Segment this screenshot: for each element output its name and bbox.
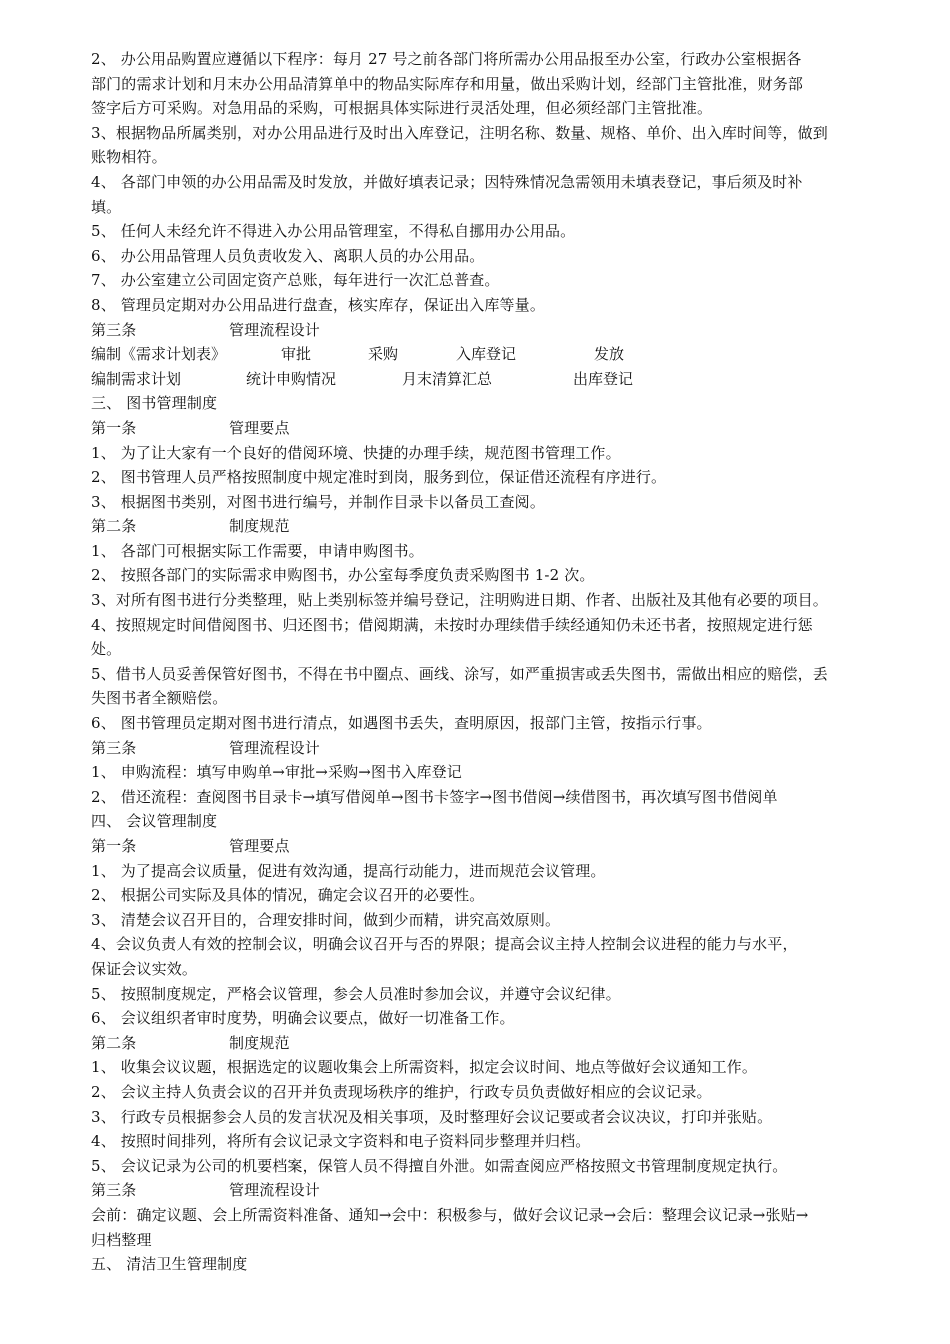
flow-step: 编制《需求计划表》: [91, 345, 227, 364]
section-heading: 五、 清洁卫生管理制度: [91, 1255, 248, 1274]
flow-step: 入库登记: [456, 345, 517, 364]
article-title: 管理流程设计: [229, 320, 320, 339]
article-number: 第三条: [91, 320, 137, 339]
article-title: 管理流程设计: [229, 738, 320, 757]
process-line: 2、 借还流程：查阅图书目录卡→填写借阅单→图书卡签字→图书借阅→续借图书，再次填写图书借阅单: [91, 787, 778, 806]
paragraph-line: 8、 管理员定期对办公用品进行盘查，核实库存，保证出入库等量。: [91, 295, 545, 314]
list-item: 3、 行政专员根据参会人员的发言状况及相关事项，及时整理好会议记要或者会议决议，打印并张贴。: [91, 1107, 773, 1126]
paragraph-line: 6、 办公用品管理人员负责收发入、离职人员的办公用品。: [91, 246, 485, 265]
office-supplies-section: [91, 47, 871, 391]
cleaning-section: [91, 1252, 871, 1277]
list-item: 2、 按照各部门的实际需求申购图书，办公室每季度负责采购图书 1-2 次。: [91, 566, 595, 585]
list-item: 4、会议负责人有效的控制会议，明确会议召开与否的界限；提高会议主持人控制会议进程的能力与水平，: [91, 935, 798, 954]
flow-step: 统计申购情况: [246, 369, 337, 388]
article-number: 第一条: [91, 418, 137, 437]
list-item: 4、按照规定时间借阅图书、归还图书；借阅期满，未按时办理续借手续经通知仍未还书者，按照规定进行惩: [91, 615, 813, 634]
list-item: 5、 按照制度规定，严格会议管理，参会人员准时参加会议，并遵守会议纪律。: [91, 984, 621, 1003]
list-item: 2、 图书管理人员严格按照制度中规定准时到岗，服务到位，保证借还流程有序进行。: [91, 468, 667, 487]
list-item: 2、 会议主持人负责会议的召开并负责现场秩序的维护，行政专员负责做好相应的会议记录。: [91, 1082, 712, 1101]
list-item: 5、 会议记录为公司的机要档案，保管人员不得擅自外泄。如需查阅应严格按照文书管理制度规定执行。: [91, 1156, 788, 1175]
flow-step: 审批: [281, 345, 312, 364]
article-title: 管理流程设计: [229, 1181, 320, 1200]
paragraph-line: 账物相符。: [91, 148, 167, 167]
book-management-section: [91, 391, 871, 809]
section-heading: 三、 图书管理制度: [91, 394, 218, 413]
list-item: 处。: [91, 640, 122, 659]
article-heading: [91, 416, 871, 441]
article-number: 第一条: [91, 837, 137, 855]
paragraph-line: 签字后方可采购。对急用品的采购，可根据具体实际进行灵活处理，但必须经部门主管批准。: [91, 99, 713, 118]
article-title: 管理要点: [229, 418, 290, 437]
paragraph-line: 4、 各部门申领的办公用品需及时发放，并做好填表记录；因特殊情况急需领用未填表登记，事后须及时补: [91, 172, 803, 191]
article-heading: [91, 1178, 871, 1203]
list-item: 1、 各部门可根据实际工作需要，申请申购图书。: [91, 541, 424, 560]
list-item: 4、 按照时间排列，将所有会议记录文字资料和电子资料同步整理并归档。: [91, 1132, 591, 1151]
article-number: 第三条: [91, 738, 137, 757]
flow-step: 月末清算汇总: [402, 369, 493, 388]
process-flow-row-2: [91, 367, 871, 392]
meeting-management-section: [91, 809, 871, 1252]
paragraph-line: 5、 任何人未经允许不得进入办公用品管理室，不得私自挪用办公用品。: [91, 222, 576, 241]
section-heading: 四、 会议管理制度: [91, 812, 218, 831]
article-heading: [91, 514, 871, 539]
article-heading: [91, 834, 871, 859]
flow-step: 出库登记: [573, 369, 634, 388]
list-item: 失图书者全额赔偿。: [91, 689, 228, 708]
article-title: 制度规范: [229, 517, 290, 536]
process-line: 归档整理: [91, 1230, 152, 1249]
flow-step: 发放: [594, 345, 625, 364]
list-item: 2、 根据公司实际及具体的情况，确定会议召开的必要性。: [91, 886, 485, 905]
flow-step: 编制需求计划: [91, 369, 182, 388]
list-item: 3、 根据图书类别，对图书进行编号，并制作目录卡以备员工查阅。: [91, 492, 545, 511]
list-item: 5、借书人员妥善保管好图书，不得在书中圈点、画线、涂写，如严重损害或丢失图书，需做出相应的赔偿，丢: [91, 664, 828, 683]
article-number: 第二条: [91, 517, 137, 536]
flow-step: 采购: [368, 345, 399, 364]
process-line: 1、 申购流程：填写申购单→审批→采购→图书入库登记: [91, 763, 462, 782]
list-item: 6、 会议组织者审时度势，明确会议要点，做好一切准备工作。: [91, 1009, 515, 1028]
article-heading: [91, 736, 871, 761]
article-number: 第二条: [91, 1033, 137, 1052]
list-item: 保证会议实效。: [91, 959, 198, 978]
paragraph-line: 部门的需求计划和月末办公用品清算单中的物品实际库存和用量，做出采购计划，经部门主管批准，财务部: [91, 74, 804, 93]
paragraph-line: 3、根据物品所属类别，对办公用品进行及时出入库登记，注明名称、数量、规格、单价、出入库时间等，做到: [91, 123, 828, 142]
list-item: 1、 收集会议议题，根据选定的议题收集会上所需资料，拟定会议时间、地点等做好会议通知工作。: [91, 1058, 758, 1077]
article-heading: [91, 1031, 871, 1056]
list-item: 1、 为了让大家有一个良好的借阅环境、快捷的办理手续，规范图书管理工作。: [91, 443, 621, 462]
list-item: 1、 为了提高会议质量，促进有效沟通，提高行动能力，进而规范会议管理。: [91, 861, 606, 880]
paragraph-line: 2、 办公用品购置应遵循以下程序：每月 27 号之前各部门将所需办公用品报至办公室，行政办公室根据各: [91, 50, 802, 68]
article-title: 制度规范: [229, 1033, 290, 1052]
process-flow-row-1: [91, 342, 871, 367]
list-item: 3、对所有图书进行分类整理，贴上类别标签并编号登记，注明购进日期、作者、出版社及其他有必要的项目。: [91, 591, 828, 610]
article-title: 管理要点: [229, 837, 290, 855]
list-item: 6、 图书管理员定期对图书进行清点，如遇图书丢失，查明原因，报部门主管，按指示行事。: [91, 714, 712, 733]
list-item: 3、 清楚会议召开目的，合理安排时间，做到少而精，讲究高效原则。: [91, 910, 561, 929]
paragraph-line: 填。: [91, 197, 122, 216]
paragraph-line: 7、 办公室建立公司固定资产总账，每年进行一次汇总普查。: [91, 271, 500, 290]
process-line: 会前：确定议题、会上所需资料准备、通知→会中：积极参与，做好会议记录→会后：整理会议记录→张贴→: [91, 1205, 809, 1224]
article-number: 第三条: [91, 1181, 137, 1200]
document-page: [91, 47, 871, 1277]
article-heading: [91, 318, 871, 343]
